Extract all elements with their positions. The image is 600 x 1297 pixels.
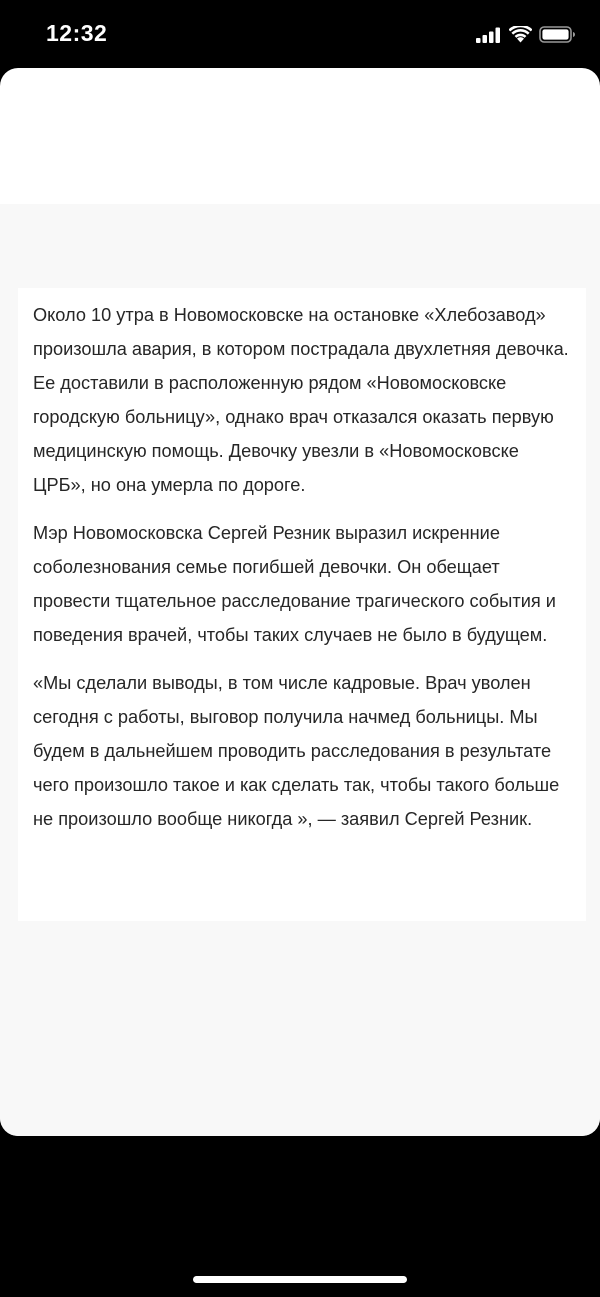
battery-icon — [539, 26, 576, 43]
article-body — [18, 288, 586, 921]
status-icons — [476, 26, 576, 43]
status-time: 12:32 — [46, 20, 108, 46]
cellular-signal-icon — [476, 27, 502, 43]
home-indicator[interactable] — [193, 1276, 407, 1283]
wifi-icon — [509, 26, 532, 43]
status-bar — [0, 0, 600, 70]
article-paragraph-1: Около 10 утра в Новомосковске на остановке «Хлебозавод» произошла авария, в котором пострадала двухлетняя девочка. Ее доставили в расположенную рядом «Новомосковске городскую больницу», однако врач отказался оказать первую медицинскую помощь. Девочку увезли в «Новомосковске ЦРБ», но она умерла по дороге. — [33, 305, 569, 495]
article-paragraph-3: «Мы сделали выводы, в том числе кадровые. Врач уволен сегодня с работы, выговор получила начмед больницы. Мы будем в дальнейшем проводить расследования в результате чего произошло такое и как сделать так, чтобы такого больше не произошло вообще никогда », — заявил Сергей Резник. — [33, 673, 560, 829]
article-paragraph-2: Мэр Новомосковска Сергей Резник выразил искренние соболезнования семье погибшей девочки. Он обещает провести тщательное расследование трагического события и поведения врачей, чтобы таких случаев не было в будущем. — [33, 523, 556, 645]
content-sheet — [0, 68, 600, 1136]
